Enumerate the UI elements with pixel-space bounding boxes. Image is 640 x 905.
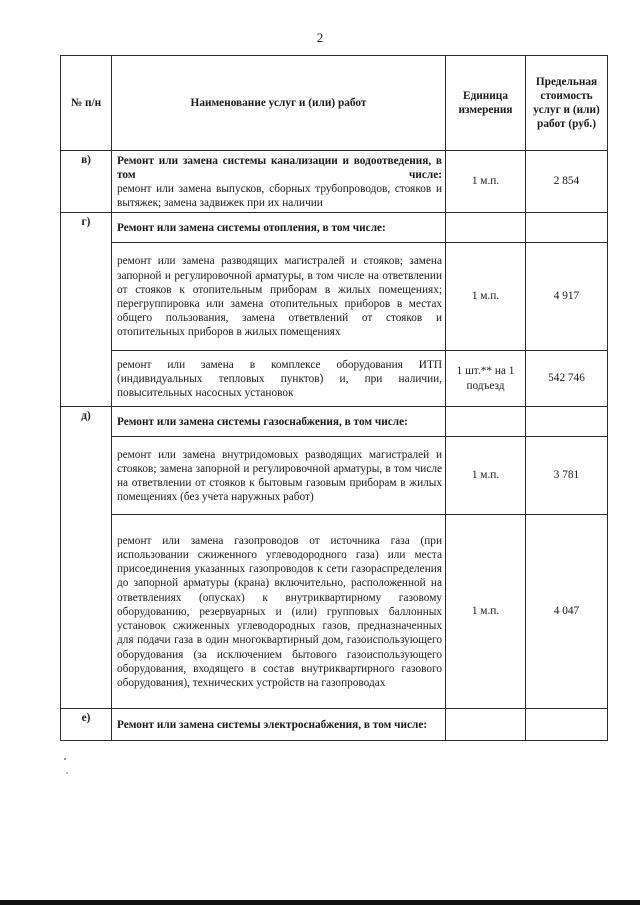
page-number: 2 [316, 30, 324, 45]
header-price: Предельная стоимость услуг и (или) работ (руб.) [526, 56, 608, 151]
price-cell [526, 213, 608, 243]
table-row [61, 243, 608, 351]
unit-cell: 1 м.п. [446, 151, 526, 213]
service-name-cell: ремонт или замена внутридомовых разводящих магистралей и стояков; замена запорной и регулировочной арматуры, в том числе на ответвлении от стояков к бытовым газовым приборам в жилых помещениях (без учета наружных работ) [112, 437, 446, 515]
table-header-row [61, 56, 608, 151]
row-number: г) [61, 213, 112, 407]
row-number: е) [61, 709, 112, 741]
section-title: Ремонт или замена системы газоснабжения, в том числе: [112, 407, 446, 437]
price-cell [526, 407, 608, 437]
price-cell: 4 047 [526, 515, 608, 709]
row-number: д) [61, 407, 112, 709]
header-unit: Единица измерения [446, 56, 526, 151]
price-cell [526, 709, 608, 741]
service-name-cell: ремонт или замена газопроводов от источника газа (при использовании сжиженного углеводородного газа) или места присоединения указанных газопроводов к сети газораспределения до запорной арматуры (крана) включительно, расположенной на ответвлениях (опусках) к внутриквартирному газовому оборудованию, резервуарных и (или) групповых баллонных установок сжиженных углеводородных газов, предназначенных для подачи газа в один многоквартирный дом, газоиспользующего оборудования (за исключением бытового газоиспользующего оборудования, входящего в состав внутриквартирного газового оборудования), технических устройств на газопроводах [112, 515, 446, 709]
unit-cell [446, 709, 526, 741]
table-row [61, 709, 608, 741]
scan-speck [66, 772, 68, 774]
service-name-cell: ремонт или замена в комплексе оборудования ИТП (индивидуальных тепловых пунктов) и, при наличии, повысительных насосных установок [112, 351, 446, 407]
table-row [61, 351, 608, 407]
unit-cell: 1 м.п. [446, 243, 526, 351]
unit-cell: 1 м.п. [446, 515, 526, 709]
price-cell: 542 746 [526, 351, 608, 407]
price-cell: 3 781 [526, 437, 608, 515]
row-number: в) [61, 151, 112, 213]
service-name-cell [112, 151, 446, 213]
scan-bottom-edge [0, 900, 640, 905]
unit-cell: 1 шт.** на 1 подъезд [446, 351, 526, 407]
price-table [60, 55, 608, 741]
header-num: № п/н [61, 56, 112, 151]
unit-cell: 1 м.п. [446, 437, 526, 515]
section-title: Ремонт или замена системы отопления, в том числе: [112, 213, 446, 243]
service-detail: ремонт или замена выпусков, сборных трубопроводов, стояков и вытяжек; замена задвижек при их наличии [117, 183, 442, 210]
table-row [61, 515, 608, 709]
table-row [61, 437, 608, 515]
price-cell: 4 917 [526, 243, 608, 351]
table-row [61, 407, 608, 437]
service-name-cell: ремонт или замена разводящих магистралей и стояков; замена запорной и регулировочной арматуры, в том числе на ответвлении от стояков к отопительным приборам в жилых помещениях; перегруппировка или замена отопительных приборов в местах общего пользования, замена ответвлений от стояков и отопительных приборов в жилых помещениях [112, 243, 446, 351]
unit-cell [446, 213, 526, 243]
section-title: Ремонт или замена системы электроснабжения, в том числе: [112, 709, 446, 741]
scan-speck [64, 758, 66, 760]
table-row [61, 151, 608, 213]
header-name: Наименование услуг и (или) работ [112, 56, 446, 151]
table-row [61, 213, 608, 243]
section-title: Ремонт или замена системы канализации и водоотведения, в том числе: [117, 154, 442, 181]
unit-cell [446, 407, 526, 437]
price-cell: 2 854 [526, 151, 608, 213]
